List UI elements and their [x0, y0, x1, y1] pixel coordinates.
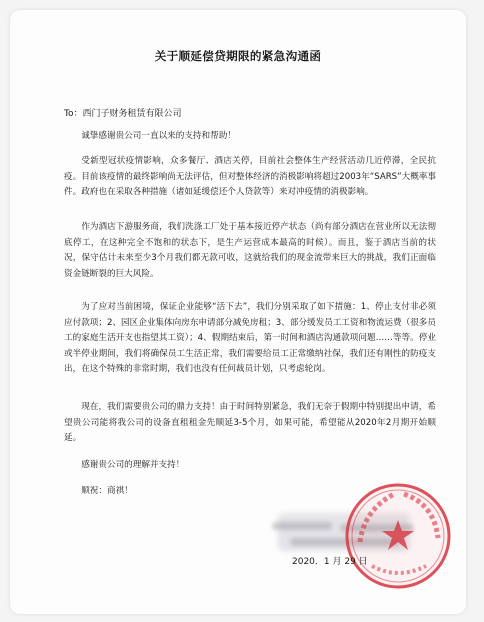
paragraph-closing: 顺祝：商祺！ — [81, 486, 133, 496]
paragraph-thanks: 感谢贵公司的理解并支持！ — [81, 460, 185, 470]
company-seal-stamp — [342, 480, 454, 592]
paragraph-company-situation: 作为酒店下游服务商，我们洗涤工厂处于基本接近停产状态（尚有部分酒店在营业所以无法彻底停工，在这种完全不饱和的状态下，是生产运营成本最高的时候）。而且，鉴于酒店当前的状况，保守估计未来至少3个月我们都无款可收，这就给我们的现金流带来巨大的挑战，我们正面临资金链断裂的巨大风险。 — [64, 222, 436, 279]
paragraph-request: 现在，我们需要贵公司的鼎力支持！由于时间特别紧急，我们无奈于假期中特别提出申请，希望贵公司能将我公司的设备直租租金先顺延3-5个月，如果可能，希望能从2020年2月期开始顺延。 — [64, 402, 436, 444]
paragraph-epidemic-impact: 受新型冠状疫情影响，众多餐厅、酒店关停，目前社会整体生产经营活动几近停滞，全民抗疫。目前该疫情的最终影响尚无法评估，但对整体经济的消极影响将超过2003年“SARS”大概率事件。政府也在采取各种措施（诸如延缓偿还个人贷款等）来对冲疫情的消极影响。 — [64, 156, 436, 198]
letter-date: 2020．1 月 29 日 — [292, 557, 368, 567]
redacted-text-line — [272, 522, 332, 530]
recipient-line: To：西门子财务租赁有限公司 — [64, 109, 182, 119]
paragraph-greeting: 诚挚感谢贵公司一直以来的支持和帮助！ — [81, 131, 236, 141]
letter-page — [10, 10, 466, 614]
paragraph-measures: 为了应对当前困境，保证企业能够“活下去”，我们分别采取了如下措施：1、停止支付非必须应付款项；2、园区企业集体向房东申请部分减免房租；3、部分缓发员工工资和物流运费（很多员工的家庭生活开支也指望其工资）；4、假期结束后，第一时间和酒店沟通款项问题……等等。停业或半停业期间，我们将确保员工生活正常，我们需要给员工正常缴纳社保，我们还有刚性的防疫支出，在这个特殊的非常时期，我们也没有任何裁员计划，只考虑轮岗。 — [64, 302, 436, 375]
letter-title: 关于顺延偿贷期限的紧急沟通函 — [154, 49, 322, 63]
